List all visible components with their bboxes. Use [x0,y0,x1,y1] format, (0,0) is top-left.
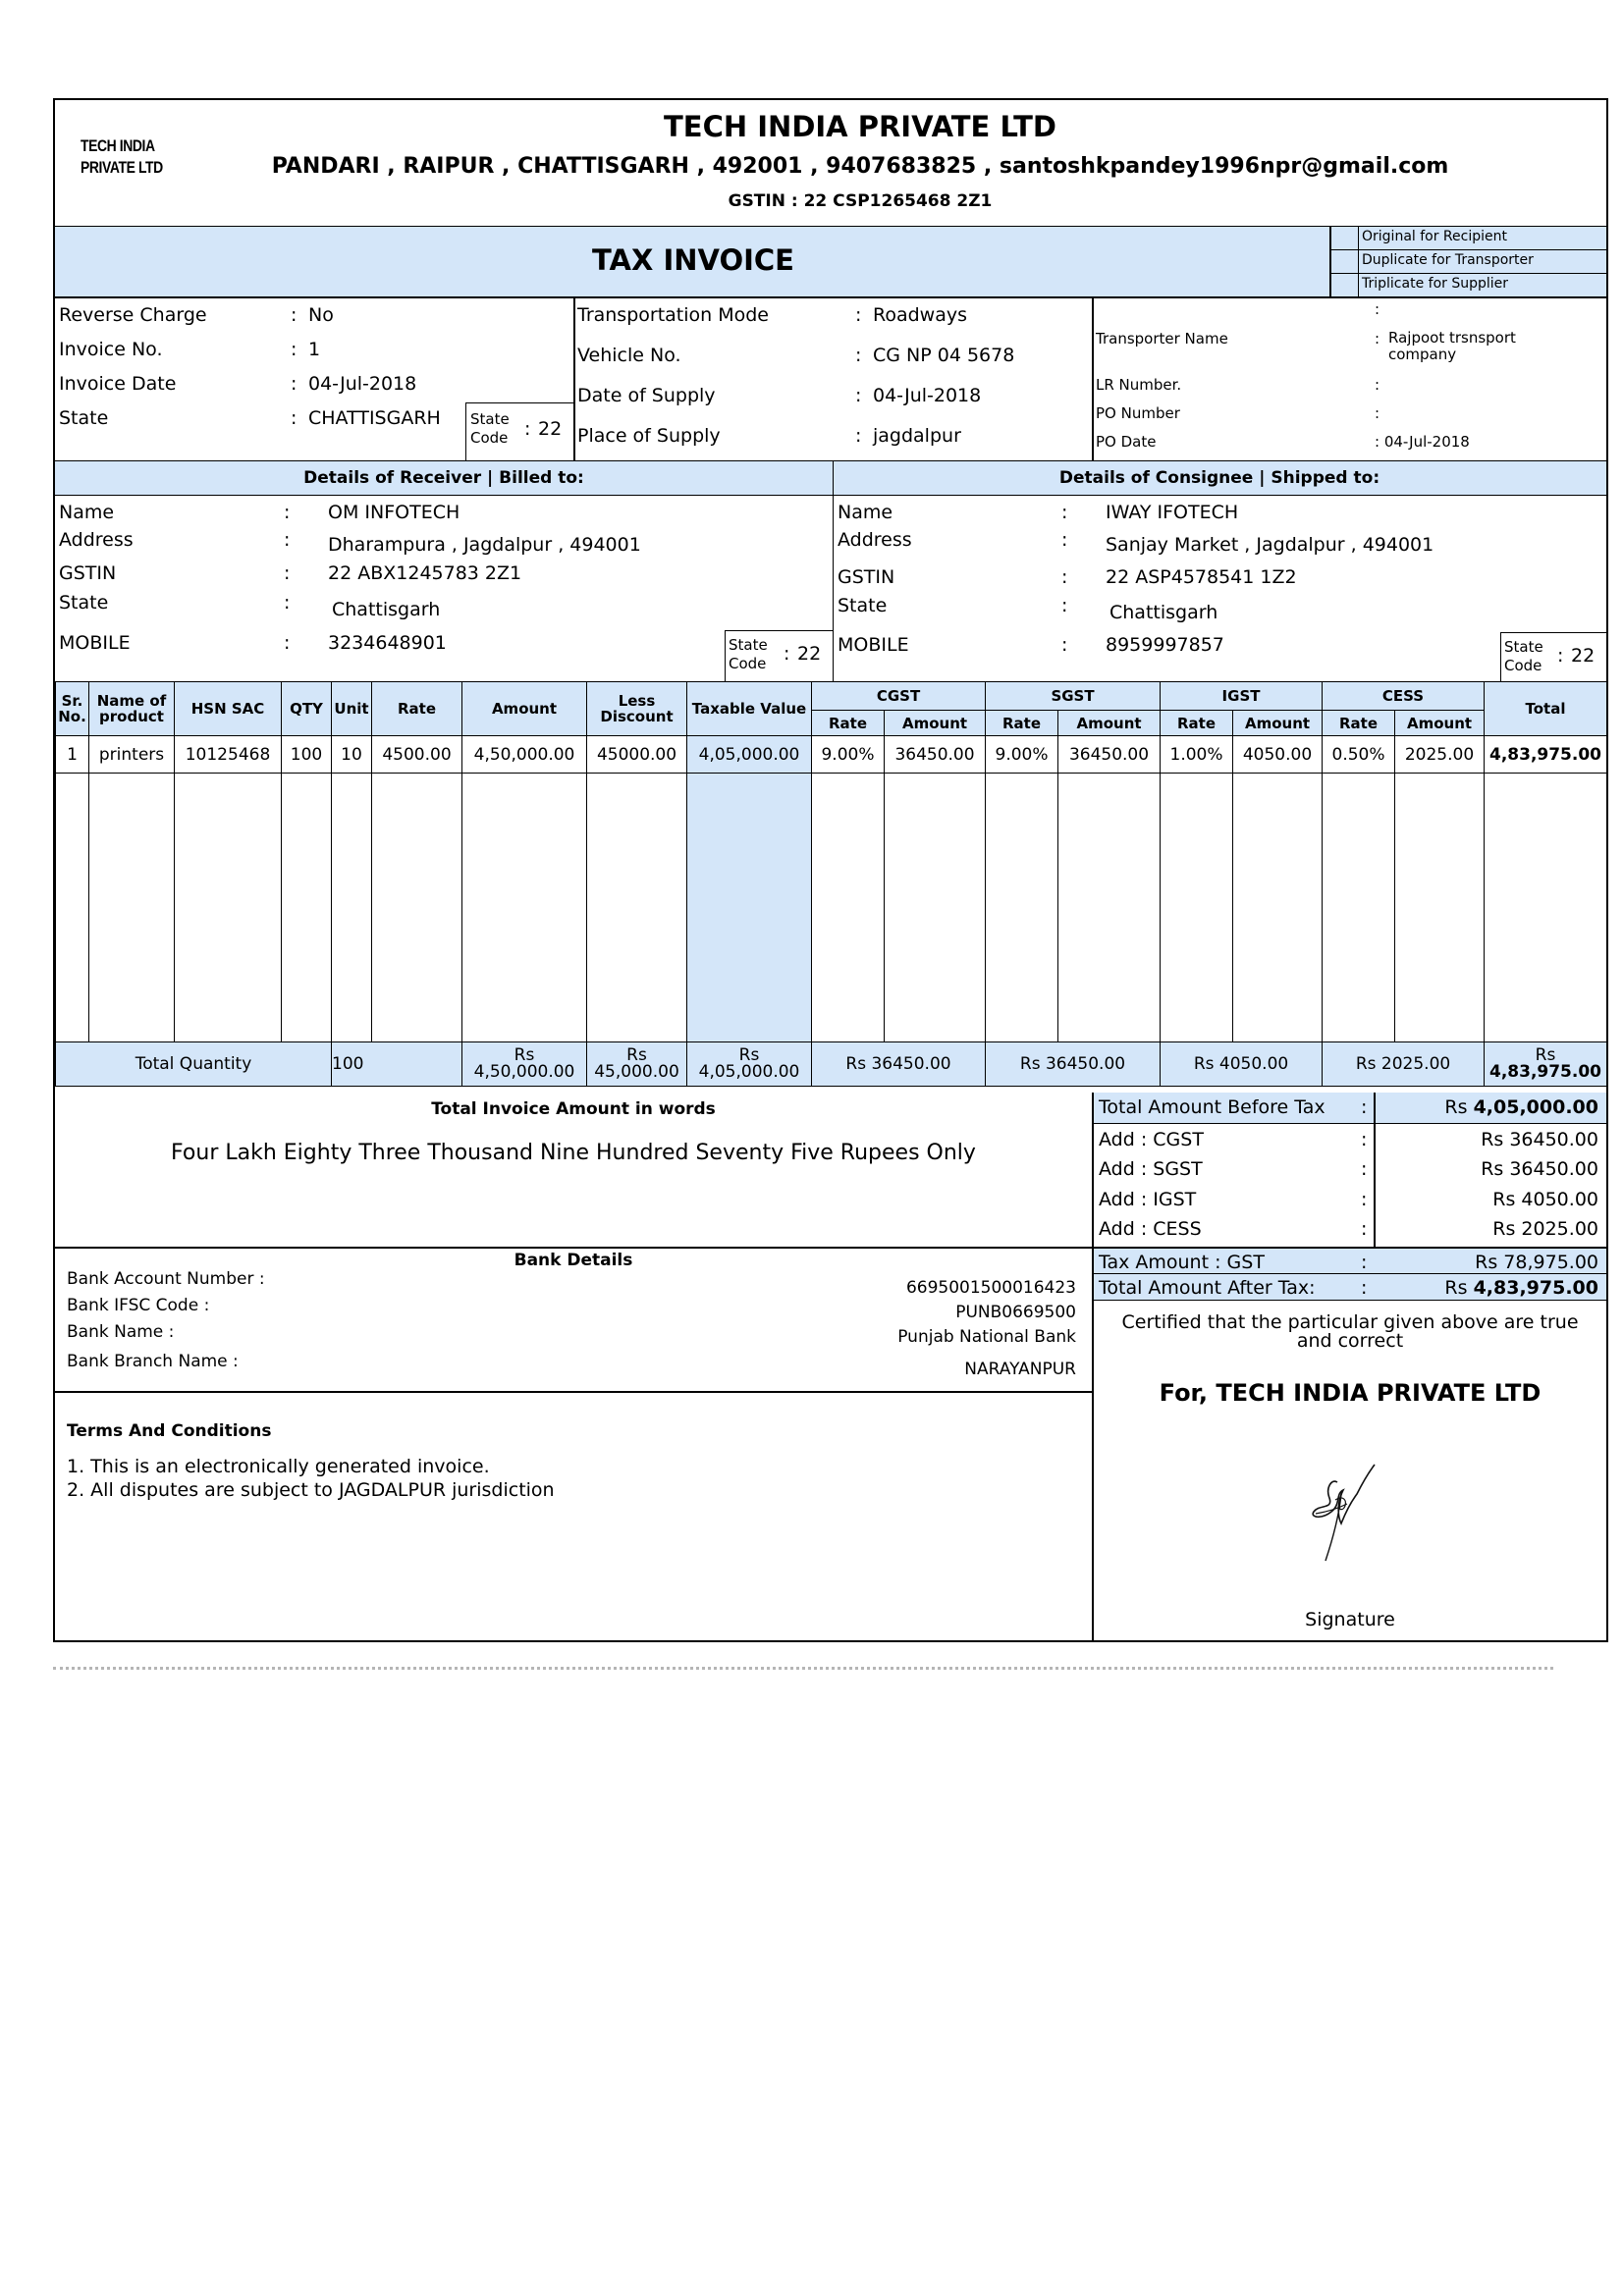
consignee-address-label: Address [838,529,912,551]
po-date-value: : 04-Jul-2018 [1375,433,1470,451]
add-cgst-value: Rs 36450.00 [1481,1129,1598,1150]
logo-line-1: TECH INDIA [81,136,155,155]
receiver-address: Dharampura , Jagdalpur , 494001 [328,534,641,556]
reverse-charge-label: Reverse Charge [59,304,207,326]
header-sr-no: Sr. No. [56,682,89,736]
reverse-charge-value: No [308,304,334,326]
certification-text [1094,1313,1606,1351]
transporter-name-value: Rajpoot trsnsport company [1388,329,1516,363]
colon: : [1361,1252,1368,1273]
colon: : [1361,1218,1368,1240]
transporter-name-label: Transporter Name [1096,330,1228,347]
vehicle-no-value: CG NP 04 5678 [873,345,1015,366]
row-sr: 1 [56,736,89,774]
receiver-name: OM INFOTECH [328,502,460,523]
colon: : [1361,1189,1368,1210]
consignee-address: Sanjay Market , Jagdalpur , 494001 [1106,534,1434,556]
row-discount: 45000.00 [587,736,687,774]
words-heading: Total Invoice Amount in words [431,1099,716,1119]
colon: : [291,407,298,429]
header-cgst-rate: Rate [812,711,885,736]
colon: : [284,502,291,523]
company-name: TECH INDIA PRIVATE LTD [664,110,1056,143]
company-logo [81,135,163,179]
total-taxable: 4,05,000.00 [698,1062,800,1082]
header-cess: CESS [1323,682,1485,711]
before-tax-amount: 4,05,000.00 [1473,1096,1598,1118]
po-date-label: PO Date [1096,433,1157,451]
row-sgst-rate: 9.00% [986,736,1058,774]
before-tax-rs: Rs [1444,1096,1468,1118]
colon: : [1375,404,1380,422]
state-code-label: State Code [470,410,510,447]
certification-line-1: Certified that the particular given above are true [1121,1311,1579,1333]
terms-line-1: 1. This is an electronically generated invoice. [67,1456,490,1477]
colon: : [1061,529,1068,551]
add-cess-label: Add : CESS [1099,1218,1202,1240]
total-qty-cell [332,1042,462,1087]
row-qty: 100 [282,736,332,774]
row-taxable: 4,05,000.00 [687,736,812,774]
add-sgst-value: Rs 36450.00 [1481,1158,1598,1180]
row-sgst-amount: 36450.00 [1058,736,1161,774]
copy-duplicate: Duplicate for Transporter [1362,252,1534,268]
header-amount: Amount [462,682,587,736]
colon: : [855,425,862,447]
consignee-state-code: 22 [1571,645,1596,667]
total-amount: 4,50,000.00 [473,1062,575,1082]
header-cgst: CGST [812,682,986,711]
document-title: TAX INVOICE [592,243,794,277]
header-unit: Unit [332,682,372,736]
add-igst-label: Add : IGST [1099,1189,1197,1210]
receiver-state-code-label: State Code [729,636,768,672]
state-value: CHATTISGARH [308,407,441,429]
add-cgst-label: Add : CGST [1099,1129,1204,1150]
colon: : [1375,300,1380,318]
copy-triplicate: Triplicate for Supplier [1362,276,1509,292]
state-code-value: 22 [538,418,563,440]
total-amount-cell [462,1042,587,1087]
add-sgst-label: Add : SGST [1099,1158,1203,1180]
row-igst-amount: 4050.00 [1233,736,1323,774]
colon: : [291,304,298,326]
total-quantity: 100 [332,1054,364,1074]
receiver-gstin-label: GSTIN [59,562,117,584]
colon: : [1061,502,1068,523]
total-quantity-label: Total Quantity [56,1042,332,1087]
table-blank-area [56,774,1607,1042]
row-rate: 4500.00 [372,736,462,774]
supply-date-value: 04-Jul-2018 [873,385,982,406]
colon: : [1361,1096,1368,1118]
colon: : [784,643,790,665]
colon: : [1061,566,1068,588]
bank-name-label: Bank Name : [67,1322,175,1342]
receiver-state-label: State [59,592,109,614]
bank-ifsc-label: Bank IFSC Code : [67,1296,210,1315]
signature-label: Signature [1305,1609,1395,1630]
header-less-discount: Less Discount [587,682,687,736]
grand-total-prefix: Rs [1535,1045,1556,1065]
state-code-colon: : [524,418,531,440]
colon: : [1361,1158,1368,1180]
colon: : [855,385,862,406]
bank-heading: Bank Details [514,1251,633,1270]
bank-account-value: 6695001500016423 [905,1278,1076,1298]
total-taxable-cell [687,1042,812,1087]
row-cess-amount: 2025.00 [1395,736,1485,774]
consignee-state-code-label: State Code [1504,638,1543,674]
before-tax-value [1380,1096,1598,1118]
header-hsn-sac: HSN SAC [175,682,282,736]
header-sgst-amount: Amount [1058,711,1161,736]
row-cgst-amount: 36450.00 [885,736,986,774]
header-igst-rate: Rate [1161,711,1233,736]
add-cess-value: Rs 2025.00 [1492,1218,1598,1240]
receiver-state-code: 22 [797,643,822,665]
consignee-state: Chattisgarh [1109,602,1218,623]
receiver-mobile: 3234648901 [328,632,447,654]
for-company: For, TECH INDIA PRIVATE LTD [1159,1379,1542,1407]
consignee-gstin: 22 ASP4578541 1Z2 [1106,566,1297,588]
lr-number-label: LR Number. [1096,376,1182,394]
receiver-heading: Details of Receiver | Billed to: [303,468,584,488]
signature-image [1298,1455,1386,1573]
header-cgst-amount: Amount [885,711,986,736]
colon: : [284,529,291,551]
colon: : [1061,595,1068,616]
bank-ifsc-value: PUNB0669500 [955,1303,1076,1322]
receiver-state: Chattisgarh [332,599,441,620]
header-taxable-value: Taxable Value [687,682,812,736]
total-discount-prefix: Rs [626,1045,647,1065]
header-rate: Rate [372,682,462,736]
header-cess-amount: Amount [1395,711,1485,736]
page-cut-line [53,1667,1553,1670]
colon: : [284,632,291,654]
receiver-address-label: Address [59,529,134,551]
header-cess-rate: Rate [1323,711,1395,736]
bank-name-value: Punjab National Bank [897,1327,1076,1347]
header-sgst: SGST [986,682,1161,711]
receiver-gstin: 22 ABX1245783 2Z1 [328,562,522,584]
bank-branch-value: NARAYANPUR [964,1360,1076,1379]
bank-account-label: Bank Account Number : [67,1269,265,1289]
consignee-heading: Details of Consignee | Shipped to: [1058,468,1380,488]
total-sgst: Rs 36450.00 [986,1042,1161,1087]
place-of-supply-value: jagdalpur [873,425,961,447]
colon: : [1361,1277,1368,1299]
after-tax-value [1380,1277,1598,1299]
place-of-supply-label: Place of Supply [577,425,721,447]
header-total: Total [1485,682,1607,736]
total-amount-prefix: Rs [514,1045,535,1065]
colon: : [1557,645,1564,667]
colon: : [1361,1129,1368,1150]
colon: : [1061,634,1068,656]
po-number-label: PO Number [1096,404,1180,422]
header-product-name: Name of product [89,682,175,736]
row-igst-rate: 1.00% [1161,736,1233,774]
after-tax-amount: 4,83,975.00 [1473,1277,1598,1299]
add-igst-value: Rs 4050.00 [1492,1189,1598,1210]
grand-total: 4,83,975.00 [1489,1062,1602,1082]
invoice-no-value: 1 [308,339,321,360]
totals-row [56,1042,1607,1087]
receiver-mobile-label: MOBILE [59,632,131,654]
consignee-name-label: Name [838,502,893,523]
terms-line-2: 2. All disputes are subject to JAGDALPUR jurisdiction [67,1479,555,1501]
items-table [55,681,1607,1087]
certification-line-2: and correct [1296,1330,1404,1352]
header-igst: IGST [1161,682,1323,711]
header-qty: QTY [282,682,332,736]
row-cess-rate: 0.50% [1323,736,1395,774]
company-address: PANDARI , RAIPUR , CHATTISGARH , 492001 , 9407683825 , santoshkpandey1996npr@gmail.com [271,154,1449,179]
table-row [56,736,1607,774]
tax-gst-value: Rs 78,975.00 [1475,1252,1598,1273]
colon: : [291,373,298,395]
tax-gst-label: Tax Amount : GST [1099,1252,1265,1273]
colon: : [855,304,862,326]
consignee-mobile: 8959997857 [1106,634,1224,656]
header-sgst-rate: Rate [986,711,1058,736]
colon: : [291,339,298,360]
total-taxable-prefix: Rs [738,1045,760,1065]
row-cgst-rate: 9.00% [812,736,885,774]
amount-in-words: Four Lakh Eighty Three Thousand Nine Hundred Seventy Five Rupees Only [171,1141,976,1165]
receiver-name-label: Name [59,502,115,523]
row-hsn: 10125468 [175,736,282,774]
after-tax-rs: Rs [1444,1277,1468,1299]
after-tax-label: Total Amount After Tax: [1099,1277,1316,1299]
vehicle-no-label: Vehicle No. [577,345,681,366]
consignee-gstin-label: GSTIN [838,566,895,588]
invoice-no-label: Invoice No. [59,339,163,360]
before-tax-label: Total Amount Before Tax [1099,1096,1325,1118]
total-cess: Rs 2025.00 [1323,1042,1485,1087]
total-discount-cell [587,1042,687,1087]
copy-original: Original for Recipient [1362,229,1507,244]
logo-line-2: PRIVATE LTD [81,158,163,177]
consignee-name: IWAY IFOTECH [1106,502,1239,523]
invoice-date-label: Invoice Date [59,373,177,395]
total-cgst: Rs 36450.00 [812,1042,986,1087]
colon: : [855,345,862,366]
consignee-mobile-label: MOBILE [838,634,909,656]
company-gstin: GSTIN : 22 CSP1265468 2Z1 [728,191,993,211]
total-igst: Rs 4050.00 [1161,1042,1323,1087]
invoice-date-value: 04-Jul-2018 [308,373,417,395]
total-discount: 45,000.00 [594,1062,679,1082]
po-date-text: 04-Jul-2018 [1383,433,1470,451]
bank-branch-label: Bank Branch Name : [67,1352,239,1371]
row-unit: 10 [332,736,372,774]
terms-heading: Terms And Conditions [67,1421,272,1441]
consignee-state-label: State [838,595,888,616]
header-igst-amount: Amount [1233,711,1323,736]
grand-total-cell [1485,1042,1607,1087]
transport-mode-label: Transportation Mode [577,304,770,326]
row-product-name: printers [89,736,175,774]
colon: : [284,592,291,614]
colon: : [284,562,291,584]
state-label: State [59,407,109,429]
row-amount: 4,50,000.00 [462,736,587,774]
transport-mode-value: Roadways [873,304,968,326]
colon: : [1375,330,1380,347]
supply-date-label: Date of Supply [577,385,716,406]
colon: : [1375,376,1380,394]
row-total: 4,83,975.00 [1485,736,1607,774]
invoice-document [53,98,1608,1642]
